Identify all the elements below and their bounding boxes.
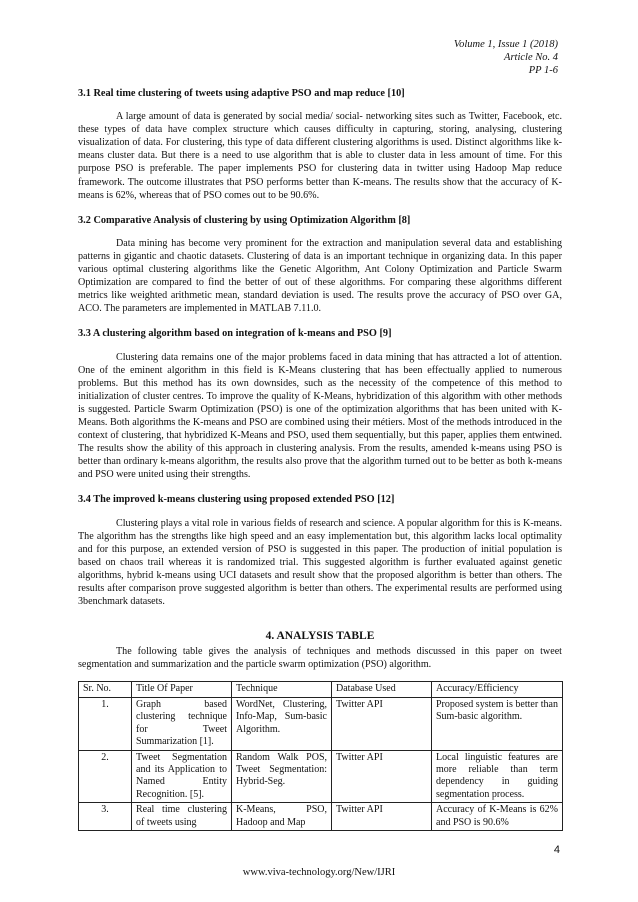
main-content xyxy=(78,87,562,831)
section-paragraph: A large amount of data is generated by social media/ social- networking sites such as Twitter, Facebook, etc. these types of data have complex structure which causes difficulty in capturing, storing, analysing, clustering visualization of data. For clustering, this type of data different clustering algorithms is used. Distinct algorithms like k-means cluster data. But there is a need to use algorithm that is able to cluster data in less amount of time. For this purpose PSO is preferable. The paper implements PSO for clustering data in twitter using Hadoop Map reduce framework. The outcome illustrates that PSO performs better than K-means. The results show that the accuracy of K-means is 62%, whereas that of PSO comes out to be 90.6%. xyxy=(78,111,562,201)
section-3-1 xyxy=(78,87,562,202)
section-3-2 xyxy=(78,214,562,316)
table-cell: Graph based clustering technique for Tweet Summarization [1]. xyxy=(132,697,232,750)
table-cell: 1. xyxy=(79,697,132,750)
table-cell: WordNet, Clustering, Info-Map, Sum-basic Algorithm. xyxy=(232,697,332,750)
table-header-row xyxy=(79,682,563,697)
column-header: Sr. No. xyxy=(79,682,132,697)
analysis-table xyxy=(78,681,563,830)
column-header: Accuracy/Efficiency xyxy=(432,682,563,697)
section-heading: 3.3 A clustering algorithm based on integration of k-means and PSO [9] xyxy=(78,328,392,340)
section-3-3 xyxy=(78,327,562,481)
table-cell: Twitter API xyxy=(332,697,432,750)
table-row xyxy=(79,697,563,750)
page-range: PP 1-6 xyxy=(528,65,558,76)
table-cell: Twitter API xyxy=(332,750,432,803)
table-cell: Accuracy of K-Means is 62% and PSO is 90.6% xyxy=(432,803,563,831)
table-cell: Local linguistic features are more reliable than term dependency in guiding segmentation process. xyxy=(432,750,563,803)
page-number: 4 xyxy=(553,844,560,856)
column-header: Technique xyxy=(232,682,332,697)
table-row xyxy=(79,803,563,831)
table-cell: K-Means, PSO, Hadoop and Map xyxy=(232,803,332,831)
analysis-section xyxy=(78,630,562,831)
table-cell: Tweet Segmentation and its Application to Named Entity Recognition. [5]. xyxy=(132,750,232,803)
section-heading: 3.4 The improved k-means clustering using proposed extended PSO [12] xyxy=(78,494,395,506)
section-paragraph: Clustering plays a vital role in various fields of research and science. A popular algorithm for this is K-means. The algorithm has the strengths like high speed and an easy implementation but, this algorithm lacks local optimality and for this purpose, an extended version of PSO is suggested in this paper. The production of initial population is based on chaos trail whereas it is randomized trial. This suggested algorithm is further evaluated against genetic algorithms, hybrid k-means using UCI datasets and result show that the proposed algorithm is better than others. The results after comparison prove suggested algorithm is better than others. The experimental results are performed using 3benchmark datasets. xyxy=(78,517,562,608)
column-header: Title Of Paper xyxy=(132,682,232,697)
table-cell: 2. xyxy=(79,750,132,803)
volume-issue: Volume 1, Issue 1 (2018) xyxy=(453,39,558,50)
analysis-intro: The following table gives the analysis of techniques and methods discussed in this paper on tweet segmentation and summarization and the particle swarm optimization (PSO) algorithm. xyxy=(78,646,562,671)
table-row xyxy=(79,750,563,803)
table-cell: Twitter API xyxy=(332,803,432,831)
table-cell: Proposed system is better than Sum-basic algorithm. xyxy=(432,697,563,750)
table-cell: Real time clustering of tweets using xyxy=(132,803,232,831)
section-paragraph: Data mining has become very prominent for the extraction and manipulation several data and establishing patterns in gigantic and chaotic datasets. Clustering of data is an important technique in organizing data. In this paper various optimal clustering algorithms like the Genetic Algorithm, Ant Colony Optimization and Particle Swarm Optimization are compared to find the better of out of these algorithms. For comparing these algorithms different metrics like weighted arithmetic mean, standard deviation is used. The results prove the accuracy of PSO over GA, ACO. The parameters are implemented in MATLAB 7.11.0. xyxy=(78,237,562,315)
journal-header xyxy=(454,38,558,77)
article-number: Article No. 4 xyxy=(504,52,558,63)
analysis-title: 4. ANALYSIS TABLE xyxy=(265,630,375,643)
section-3-4 xyxy=(78,493,562,608)
section-heading: 3.2 Comparative Analysis of clustering by using Optimization Algorithm [8] xyxy=(78,214,411,226)
table-cell: Random Walk POS, Tweet Segmentation: Hybrid-Seg. xyxy=(232,750,332,803)
column-header: Database Used xyxy=(332,682,432,697)
section-paragraph: Clustering data remains one of the major problems faced in data mining that has attracted a lot of attention. One of the eminent algorithm in this field is K-Means clustering that has been effectually applied to numerous problems. But this method has its own downsides, such as the necessity of the competence of this method to initialization of cluster centres. To improve the quality of K-Means, hybridization of this algorithm with other methods is suggested. Particle Swarm Optimization (PSO) is one of the optimization algorithms that has been united with K-Means. Both algorithms the K-means and PSO are combined using their métiers. Most of the methods introduced in the context of clustering, that hybridized K-Means and PSO, used them sequentially, but this paper, applies them entwined. The results show the ability of this approach in clustering analysis. From the results, amended k-means using PSO is better than ordinary k-means algorithm, the results also prove that the algorithm turned out to be better as both k-means and PSO were united using their strengths. xyxy=(78,351,562,481)
footer-url: www.viva-technology.org/New/IJRI xyxy=(242,867,396,878)
table-cell: 3. xyxy=(79,803,132,831)
section-heading: 3.1 Real time clustering of tweets using adaptive PSO and map reduce [10] xyxy=(78,88,405,99)
